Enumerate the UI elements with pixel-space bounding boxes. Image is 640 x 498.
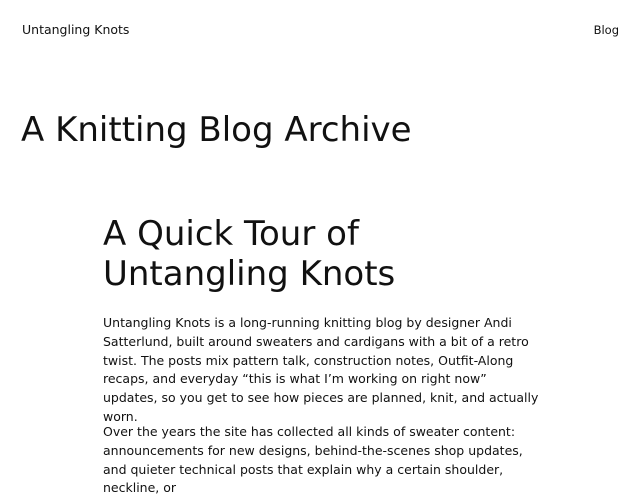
blog-post [103, 214, 543, 496]
nav-blog-link[interactable]: Blog [593, 23, 619, 37]
post-paragraph: Over the years the site has collected all kinds of sweater content: announcements for new designs, behind-the-scenes shop updates, and quieter technical posts that explain why a certain shoulder, neckline, or [103, 424, 523, 496]
page-title: A Knitting Blog Archive [21, 110, 412, 150]
site-title-link[interactable]: Untangling Knots [22, 22, 130, 37]
post-title: A Quick Tour of Untangling Knots [103, 214, 396, 294]
post-paragraph: Untangling Knots is a long-running knitting blog by designer Andi Satterlund, built around sweaters and cardigans with a bit of a retro twist. The posts mix pattern talk, construction notes, Outfit-Along recaps, and everyday “this is what I’m working on right now” updates, so you get to see how pieces are planned, knit, and actually worn. [103, 315, 539, 424]
site-header [0, 0, 640, 60]
